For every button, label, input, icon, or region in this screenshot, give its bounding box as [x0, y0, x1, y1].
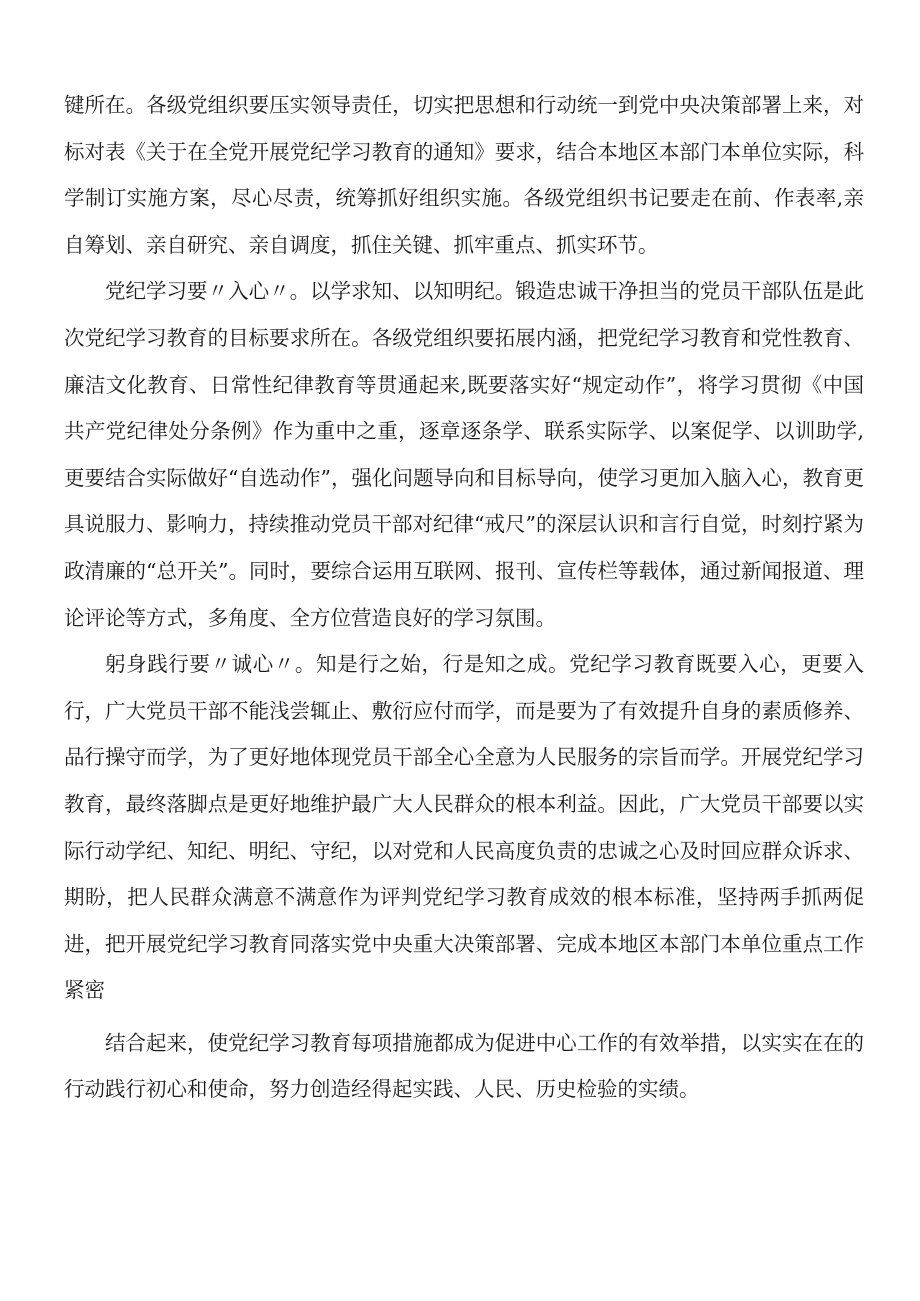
paragraph-sincere-practice: 躬身践行要〃诚心〃。知是行之始，行是知之成。党纪学习教育既要入心，更要入行，广大党员干部不能浅尝辄止、敷衍应付而学，而是要为了有效提升自身的素质修养、品行操守而学，为了更好地体现党员干部全心全意为人民服务的宗旨而学。开展党纪学习教育，最终落脚点是更好地维护最广大人民群众的根本利益。因此，广大党员干部要以实际行动学纪、知纪、明纪、守纪，以对党和人民高度负责的忠诚之心及时回应群众诉求、期盼，把人民群众满意不满意作为评判党纪学习教育成效的根本标准，坚持两手抓两促进，把开展党纪学习教育同落实党中央重大决策部署、完成本地区本部门本单位重点工作紧密 [64, 652, 864, 1003]
paragraph-continuation: 键所在。各级党组织要压实领导责任，切实把思想和行动统一到党中央决策部署上来，对标对表《关于在全党开展党纪学习教育的通知》要求，结合本地区本部门本单位实际，科学制订实施方案，尽心尽责，统筹抓好组织实施。各级党组织书记要走在前、作表率,亲自筹划、亲自研究、亲自调度，抓住关键、抓牢重点、抓实环节。 [64, 93, 864, 257]
paragraph-conclusion: 结合起来，使党纪学习教育每项措施都成为促进中心工作的有效举措，以实实在在的行动践行初心和使命，努力创造经得起实践、人民、历史检验的实绩。 [64, 1030, 864, 1102]
document-body [64, 82, 864, 1113]
paragraph-enter-heart: 党纪学习要〃入心〃。以学求知、以知明纪。锻造忠诚干净担当的党员干部队伍是此次党纪学习教育的目标要求所在。各级党组织要拓展内涵，把党纪学习教育和党性教育、廉洁文化教育、日常性纪律教育等贯通起来,既要落实好“规定动作”，将学习贯彻《中国共产党纪律处分条例》作为重中之重，逐章逐条学、联系实际学、以案促学、以训助学,更要结合实际做好“自选动作”，强化问题导向和目标导向，使学习更加入脑入心，教育更具说服力、影响力，持续推动党员干部对纪律“戒尺”的深层认识和言行自觉，时刻拧紧为政清廉的“总开关”。同时，要综合运用互联网、报刊、宣传栏等载体，通过新闻报道、理论评论等方式，多角度、全方位营造良好的学习氛围。 [64, 279, 864, 630]
